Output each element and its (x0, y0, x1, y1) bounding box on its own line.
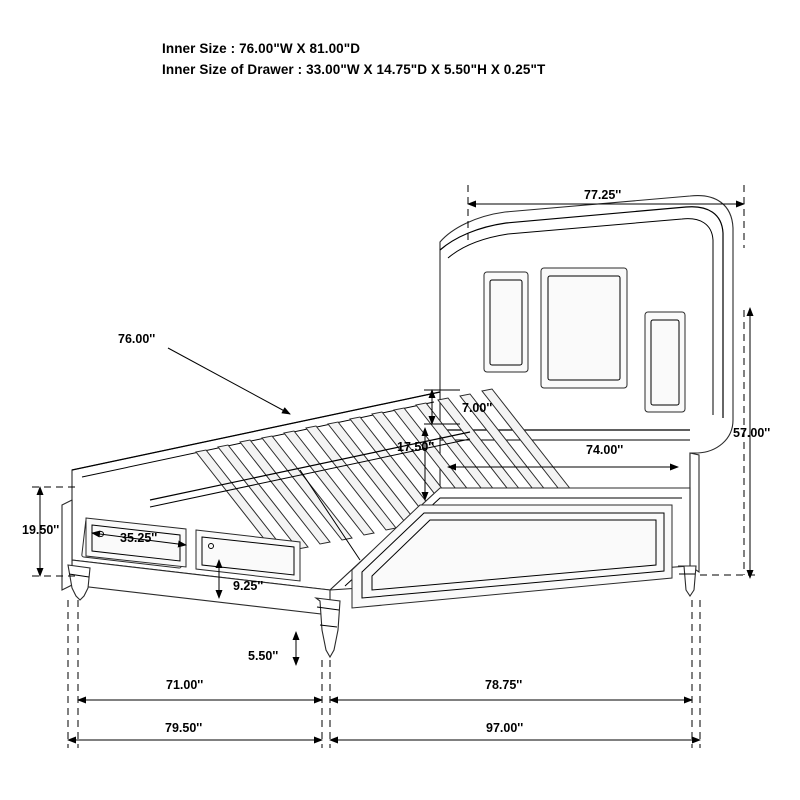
dim-drawer-height: 9.25'' (233, 579, 264, 593)
dim-rail-height: 17.50'' (397, 440, 435, 454)
dim-headboard-height: 57.00'' (733, 426, 771, 440)
note-inner-size-drawer: Inner Size of Drawer : 33.00"W X 14.75"D X 5.50"H X 0.25"T (162, 62, 546, 77)
dim-drawer-clearance: 5.50'' (248, 649, 279, 663)
dim-footboard-height: 19.50'' (22, 523, 60, 537)
dim-mattress-width-callout: 76.00'' (118, 332, 156, 346)
dim-side-depth-left: 71.00'' (166, 678, 204, 692)
dim-overall-depth-right: 97.00'' (486, 721, 524, 735)
note-inner-size: Inner Size : 76.00"W X 81.00"D (162, 41, 361, 56)
dim-interior-width: 74.00'' (586, 443, 624, 457)
dim-overall-depth-left: 79.50'' (165, 721, 203, 735)
dim-slat-gap: 7.00'' (462, 401, 493, 415)
dim-headboard-width: 77.25'' (584, 188, 622, 202)
dim-drawer-width: 35.25'' (120, 531, 158, 545)
dim-side-depth-right: 78.75'' (485, 678, 523, 692)
